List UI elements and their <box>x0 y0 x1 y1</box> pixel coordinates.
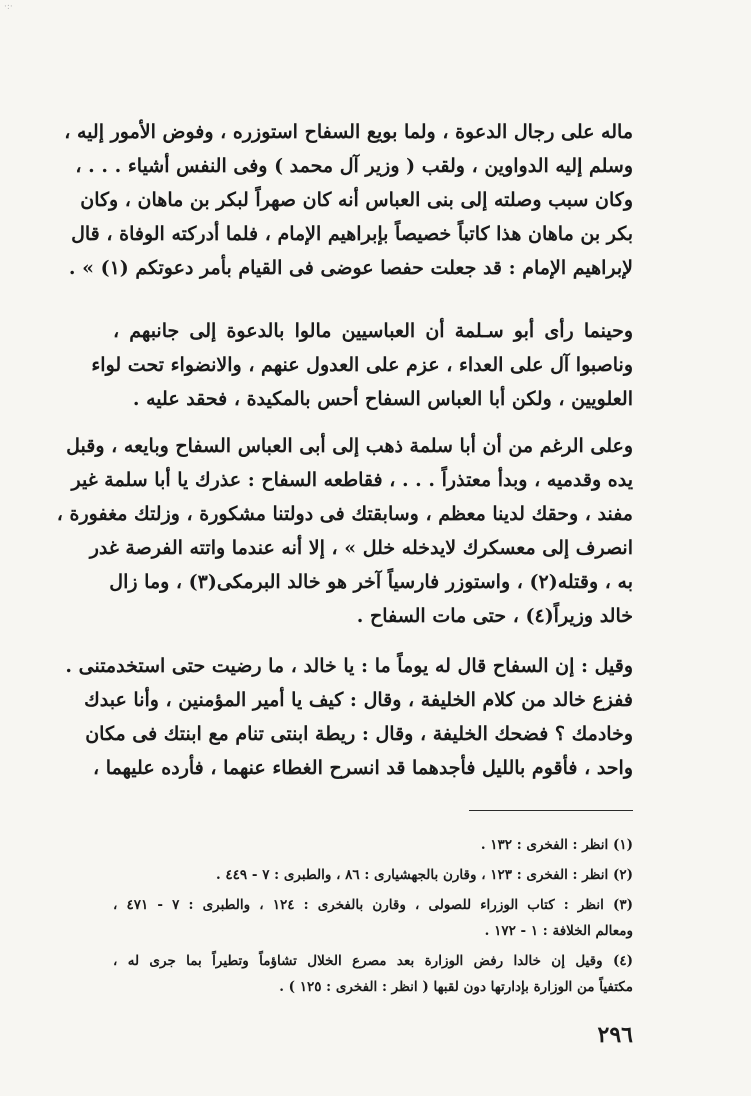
text-line: وخادمك ؟ فضحك الخليفة ، وقال : ريطة ابنتى تنام مع ابنتك فى مكان <box>85 723 633 745</box>
footnote-4-continuation: مكتفياً من الوزارة بإدارتها دون لقبها ( انظر : الفخرى : ١٢٥ ) . <box>279 979 633 995</box>
scan-corner-mark: ·:· <box>4 2 13 12</box>
text-line: به ، وقتله(٢) ، واستوزر فارسياً آخر هو خالد البرمكى(٣) ، وما زال <box>109 571 633 593</box>
paragraph-3 <box>56 429 633 633</box>
text-line: واحد ، فأقوم بالليل فأجدهما قد انسرح الغطاء عنهما ، فأرده عليهما ، <box>93 757 633 779</box>
footnote-4: (٤) وقيل إن خالدا رفض الوزارة بعد مصرع الخلال تشاؤماً وتطيراً بما جرى له ، <box>113 953 633 969</box>
page-number: ٢٩٦ <box>597 1022 633 1048</box>
footnote-3: (٣) انظر : كتاب الوزراء للصولى ، وقارن بالفخرى : ١٢٤ ، والطبرى : ٧ - ٤٧١ ، <box>113 897 634 913</box>
text-line: انصرف إلى معسكرك لايدخله خلل » ، إلا أنه عندما واتته الفرصة غدر <box>89 537 633 559</box>
footnote-3-continuation: ومعالم الخلافة : ١ - ١٧٢ . <box>484 923 633 939</box>
text-line: العلويين ، ولكن أبا العباس السفاح أحس بالمكيدة ، فحقد عليه . <box>132 388 633 410</box>
text-line: وقيل : إن السفاح قال له يوماً ما : يا خالد ، ما رضيت حتى استخدمتنى . <box>65 655 633 677</box>
text-line: ماله على رجال الدعوة ، ولما بويع السفاح استوزره ، وفوض الأمور إليه ، <box>64 121 633 143</box>
paragraph-2 <box>91 314 633 416</box>
text-line: يده وقدميه ، وبدأ معتذراً . . . ، فقاطعه السفاح : عذرك يا أبا سلمة غير <box>71 469 633 491</box>
paragraph-4 <box>65 649 633 785</box>
footnote-2: (٢) انظر : الفخرى : ١٢٣ ، وقارن بالجهشيارى : ٨٦ ، والطبرى : ٧ - ٤٤٩ . <box>216 867 633 883</box>
text-line: بكر بن ماهان هذا كاتباً خصيصاً بإبراهيم الإمام ، فلما أدركته الوفاة ، قال <box>71 223 633 245</box>
footnote-divider <box>469 810 633 811</box>
paragraph-1 <box>64 115 633 285</box>
text-line: لإبراهيم الإمام : قد جعلت حفصا عوضى فى القيام بأمر دعوتكم (١) » . <box>68 257 633 279</box>
text-line: وسلم إليه الدواوين ، ولقب ( وزير آل محمد ) وفى النفس أشياء . . . ، <box>75 155 633 177</box>
text-line: مفند ، وحقك لدينا معظم ، وسابقتك فى دولتنا مشكورة ، وزلتك مغفورة ، <box>56 503 633 525</box>
text-line: ففزع خالد من كلام الخليفة ، وقال : كيف يا أمير المؤمنين ، وأنا عبدك <box>84 689 633 711</box>
footnote-1: (١) انظر : الفخرى : ١٣٢ . <box>480 837 633 853</box>
text-line: وعلى الرغم من أن أبا سلمة ذهب إلى أبى العباس السفاح وبايعه ، وقبل <box>66 435 633 457</box>
text-line: وناصبوا آل على العداء ، عزم على العدول عنهم ، والانضواء تحت لواء <box>91 354 633 376</box>
text-line: وكان سبب وصلته إلى بنى العباس أنه كان صهراً لبكر بن ماهان ، وكان <box>80 189 633 211</box>
text-line: وحينما رأى أبو سـلمة أن العباسيين مالوا بالدعوة إلى جانبهم ، <box>113 320 633 342</box>
text-line: خالد وزيراً(٤) ، حتى مات السفاح . <box>356 605 633 627</box>
footnotes <box>113 832 633 1000</box>
